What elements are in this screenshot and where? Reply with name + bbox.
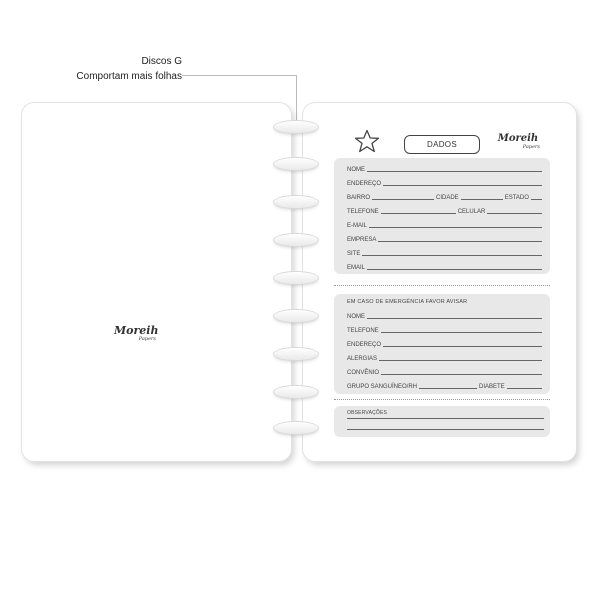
brand-tagline: Papers [138, 336, 156, 342]
field-grupo-diabete[interactable]: GRUPO SANGUÍNEO/RH DIABETE [347, 380, 544, 390]
disc-ring-icon [274, 121, 318, 133]
disc-ring-icon [274, 272, 318, 284]
brand-name: Moreih [114, 324, 159, 337]
disc-ring-icon [274, 348, 318, 360]
field-emergency-endereco[interactable]: ENDEREÇO [347, 338, 544, 348]
form-title: DADOS [404, 135, 480, 154]
disc-ring-icon [274, 234, 318, 246]
field-convenio[interactable]: CONVÊNIO [347, 366, 544, 376]
notes-line[interactable] [347, 429, 544, 430]
field-emergency-nome[interactable]: NOME [347, 310, 544, 320]
notes-heading: OBSERVAÇÕES [347, 410, 388, 416]
left-page [22, 103, 291, 461]
field-emergency-telefone[interactable]: TELEFONE [347, 324, 544, 334]
callout-line-1: Discos G [141, 56, 182, 67]
divider [334, 399, 550, 400]
field-email[interactable]: EMAIL [347, 261, 544, 271]
field-empresa[interactable]: EMPRESA [347, 233, 544, 243]
brand-logo-left [114, 324, 159, 342]
disc-ring-icon [274, 158, 318, 170]
callout-leader-vertical [296, 75, 297, 121]
star-icon [354, 129, 380, 153]
notes-section [334, 406, 550, 437]
brand-logo-right [496, 134, 540, 150]
disc-ring-icon [274, 422, 318, 434]
brand-tagline: Papers [522, 144, 540, 150]
disc-ring-icon [274, 310, 318, 322]
emergency-section [334, 294, 550, 394]
divider [334, 285, 550, 286]
disc-ring-icon [274, 386, 318, 398]
personal-data-section [334, 158, 550, 274]
field-endereco[interactable]: ENDEREÇO [347, 177, 544, 187]
brand-name: Moreih [497, 133, 539, 144]
callout-leader-horizontal [182, 75, 296, 76]
field-telefone-celular[interactable]: TELEFONE CELULAR [347, 205, 544, 215]
field-site[interactable]: SITE [347, 247, 544, 257]
notes-line[interactable] [347, 418, 544, 419]
field-nome[interactable]: NOME [347, 163, 544, 173]
field-bairro-cidade-estado[interactable]: BAIRRO CIDADE ESTADO [347, 191, 544, 201]
field-alergias[interactable]: ALERGIAS [347, 352, 544, 362]
emergency-heading: EM CASO DE EMERGÊNCIA FAVOR AVISAR [347, 299, 468, 305]
field-e-mail[interactable]: E-MAIL [347, 219, 544, 229]
disc-ring-icon [274, 196, 318, 208]
callout-line-2: Comportam mais folhas [76, 71, 182, 82]
feature-callout [76, 54, 182, 84]
